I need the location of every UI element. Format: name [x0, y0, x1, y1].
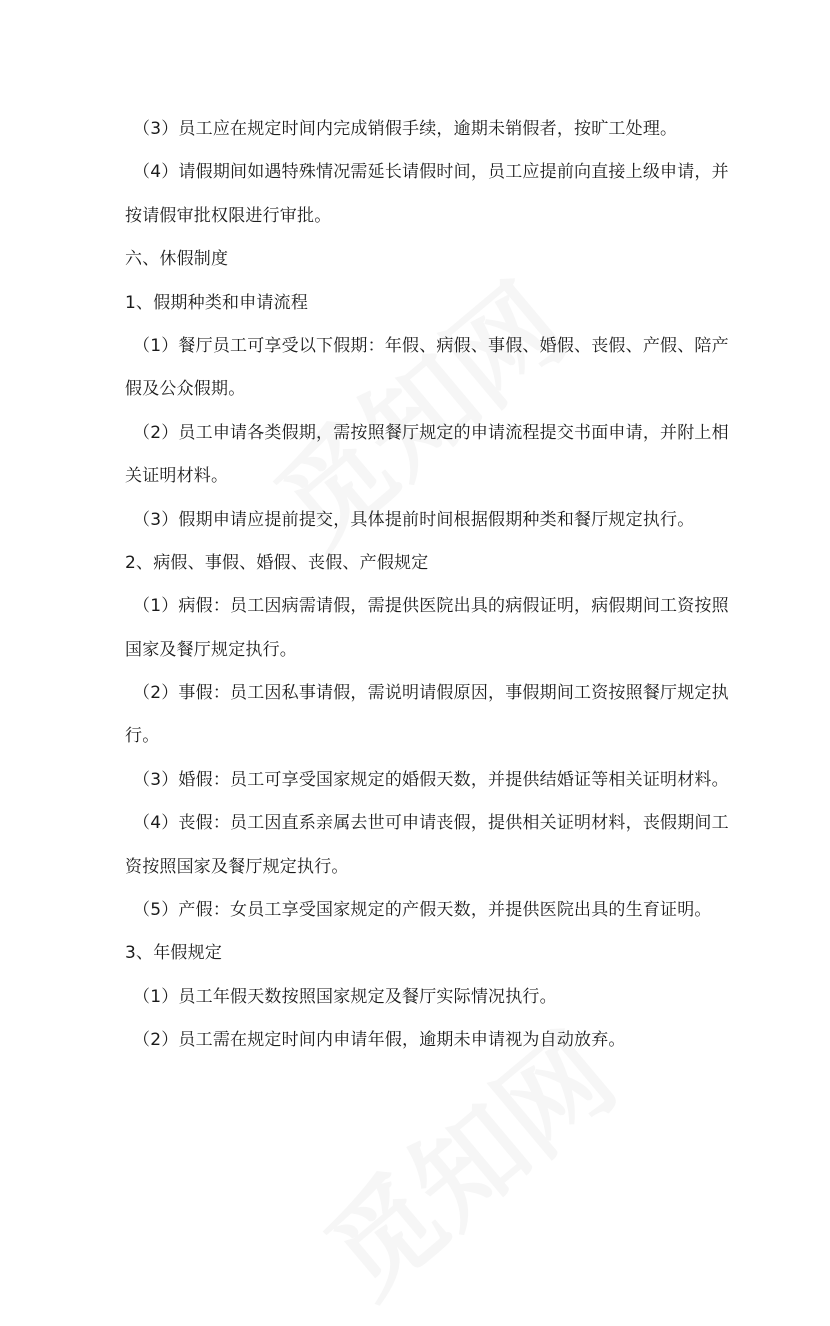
paragraph-line: （3）婚假：员工可享受国家规定的婚假天数，并提供结婚证等相关证明材料。 — [133, 769, 729, 790]
paragraph-line: （2）事假：员工因私事请假，需说明请假原因，事假期间工资按照餐厅规定执 — [133, 683, 729, 704]
paragraph-line: 资按照国家及餐厅规定执行。 — [125, 856, 349, 877]
paragraph-line: （2）员工需在规定时间内申请年假，逾期未申请视为自动放弃。 — [133, 1030, 626, 1051]
paragraph-line: （4）丧假：员工因直系亲属去世可申请丧假，提供相关证明材料，丧假期间工 — [133, 813, 729, 834]
subsection-heading: 2、病假、事假、婚假、丧假、产假规定 — [125, 552, 429, 573]
document-body — [125, 108, 729, 1063]
paragraph-line: （3）员工应在规定时间内完成销假手续，逾期未销假者，按旷工处理。 — [133, 119, 678, 139]
paragraph-line: （1）员工年假天数按照国家规定及餐厅实际情况执行。 — [133, 986, 557, 1007]
paragraph-line: （1）餐厅员工可享受以下假期：年假、病假、事假、婚假、丧假、产假、陪产 — [133, 335, 729, 356]
paragraph-line: （1）病假：员工因病需请假，需提供医院出具的病假证明，病假期间工资按照 — [133, 596, 729, 617]
paragraph-line: 按请假审批权限进行审批。 — [125, 205, 332, 226]
paragraph-line: 行。 — [125, 726, 160, 747]
paragraph-line: （3）假期申请应提前提交，具体提前时间根据假期种类和餐厅规定执行。 — [133, 509, 695, 530]
paragraph-line: 假及公众假期。 — [125, 379, 246, 400]
paragraph-line: （4）请假期间如遇特殊情况需延长请假时间，员工应提前向直接上级申请，并 — [133, 162, 729, 183]
subsection-heading: 3、年假规定 — [125, 943, 223, 964]
section-heading: 六、休假制度 — [125, 249, 229, 270]
subsection-heading: 1、假期种类和申请流程 — [125, 292, 309, 313]
paragraph-line: 关证明材料。 — [125, 466, 229, 487]
paragraph-line: （5）产假：女员工享受国家规定的产假天数，并提供医院出具的生育证明。 — [133, 900, 712, 921]
paragraph-line: （2）员工申请各类假期，需按照餐厅规定的申请流程提交书面申请，并附上相 — [133, 422, 729, 443]
paragraph-line: 国家及餐厅规定执行。 — [125, 639, 297, 660]
